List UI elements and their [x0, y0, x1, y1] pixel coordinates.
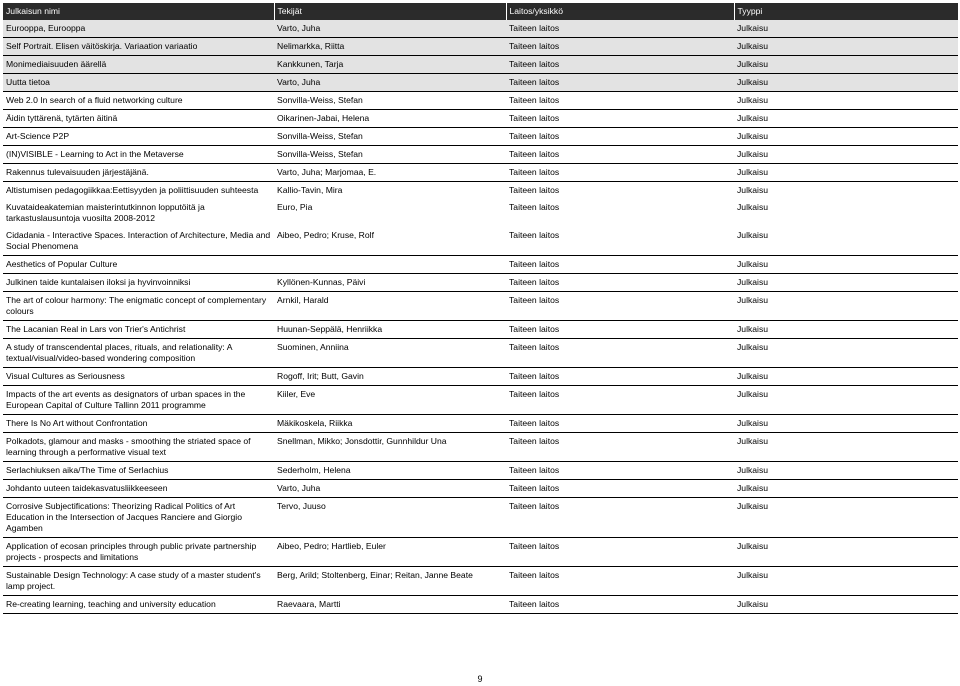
cell-department: Taiteen laitos: [506, 480, 734, 498]
cell-type: Julkaisu: [734, 146, 958, 164]
cell-title: Rakennus tulevaisuuden järjestäjänä.: [3, 164, 274, 182]
cell-authors: [274, 256, 506, 274]
cell-department: Taiteen laitos: [506, 128, 734, 146]
page-number: 9: [477, 674, 483, 684]
cell-title: Julkinen taide kuntalaisen iloksi ja hyvinvoinniksi: [3, 274, 274, 292]
table-row: [3, 274, 958, 292]
cell-title: Corrosive Subjectifications: Theorizing Radical Politics of Art Education in the Intersection of Jacques Ranciere and Giorgio Agamben: [3, 498, 274, 538]
header-julkaisun-nimi: Julkaisun nimi: [3, 3, 274, 20]
table-row: [3, 110, 958, 128]
cell-department: Taiteen laitos: [509, 185, 560, 195]
table-row: [3, 462, 958, 480]
table-row: [3, 56, 958, 74]
cell-title: Visual Cultures as Seriousness: [3, 368, 274, 386]
table-row: [3, 368, 958, 386]
cell-type: Julkaisu: [734, 339, 958, 368]
cell-title: Äidin tyttärenä, tytärten äitinä: [3, 110, 274, 128]
cell-authors: Sonvilla-Weiss, Stefan: [274, 146, 506, 164]
cell-type: Julkaisu: [734, 596, 958, 614]
cell-type: Julkaisu: [734, 20, 958, 38]
cell-department: Taiteen laitos: [506, 538, 734, 567]
cell-title: Kuvataideakatemian maisterintutkinnon lopputöitä ja tarkastuslausuntoja vuosilta 2008-2012: [6, 202, 205, 223]
cell-authors: Varto, Juha; Marjomaa, E.: [274, 164, 506, 182]
header-tekijat: Tekijät: [274, 3, 506, 20]
table-row: [3, 498, 958, 538]
cell-department: Taiteen laitos: [506, 498, 734, 538]
cell-authors: Rogoff, Irit; Butt, Gavin: [274, 368, 506, 386]
cell-type: Julkaisu: [734, 128, 958, 146]
cell-department: Taiteen laitos: [506, 146, 734, 164]
cell-title: Monimediaisuuden äärellä: [3, 56, 274, 74]
table-row: [3, 386, 958, 415]
cell-department: Taiteen laitos: [506, 462, 734, 480]
cell-authors: Oikarinen-Jabai, Helena: [274, 110, 506, 128]
table-row: [3, 292, 958, 321]
cell-type: Julkaisu: [734, 92, 958, 110]
cell-title: Polkadots, glamour and masks - smoothing the striated space of learning through a performative visual text: [3, 433, 274, 462]
table-row: [3, 339, 958, 368]
table-row: [3, 182, 958, 200]
cell-type: Julkaisu: [734, 292, 958, 321]
table-row: [3, 415, 958, 433]
cell-department: Taiteen laitos: [506, 368, 734, 386]
cell-department: Taiteen laitos: [506, 227, 734, 256]
cell-authors: Euro, Pia: [277, 202, 313, 212]
table-row: [3, 164, 958, 182]
cell-title: Cidadania - Interactive Spaces. Interaction of Architecture, Media and Social Phenomena: [3, 227, 274, 256]
cell-title: The art of colour harmony: The enigmatic concept of complementary colours: [3, 292, 274, 321]
table-row: [3, 20, 958, 38]
cell-title: Serlachiuksen aika/The Time of Serlachius: [3, 462, 274, 480]
cell-authors: Varto, Juha: [274, 74, 506, 92]
cell-type: Julkaisu: [734, 567, 958, 596]
table-row: [3, 128, 958, 146]
table-row: [3, 38, 958, 56]
cell-department: Taiteen laitos: [506, 596, 734, 614]
cell-type: Julkaisu: [734, 74, 958, 92]
cell-type: Julkaisu: [734, 433, 958, 462]
cell-authors: Sonvilla-Weiss, Stefan: [274, 92, 506, 110]
cell-title: Art-Science P2P: [3, 128, 274, 146]
table-row: [3, 321, 958, 339]
cell-authors: Arnkil, Harald: [274, 292, 506, 321]
cell-title: Re-creating learning, teaching and university education: [3, 596, 274, 614]
cell-title: Johdanto uuteen taidekasvatusliikkeeseen: [3, 480, 274, 498]
cell-type: Julkaisu: [734, 538, 958, 567]
cell-authors: Tervo, Juuso: [274, 498, 506, 538]
cell-department: Taiteen laitos: [506, 38, 734, 56]
cell-authors: Varto, Juha: [274, 20, 506, 38]
table-row: [3, 146, 958, 164]
cell-type: Julkaisu: [734, 227, 958, 256]
cell-authors: Huunan-Seppälä, Henriikka: [274, 321, 506, 339]
table-row: [3, 227, 958, 256]
cell-title: Aesthetics of Popular Culture: [3, 256, 274, 274]
cell-authors: Suominen, Anniina: [274, 339, 506, 368]
cell-department: Taiteen laitos: [506, 274, 734, 292]
header-laitos: Laitos/yksikkö: [506, 3, 734, 20]
cell-authors: Kiiler, Eve: [274, 386, 506, 415]
cell-title: A study of transcendental places, rituals, and relationality: A textual/visual/video-based wondering composition: [3, 339, 274, 368]
cell-authors: Berg, Arild; Stoltenberg, Einar; Reitan, Janne Beate: [274, 567, 506, 596]
cell-department: Taiteen laitos: [506, 20, 734, 38]
table-row: [3, 567, 958, 596]
cell-title: Application of ecosan principles through public private partnership projects - prospects and limitations: [3, 538, 274, 567]
cell-department: Taiteen laitos: [506, 339, 734, 368]
table-row: [3, 92, 958, 110]
cell-title: The Lacanian Real in Lars von Trier's Antichrist: [3, 321, 274, 339]
cell-title: There Is No Art without Confrontation: [3, 415, 274, 433]
cell-department: Taiteen laitos: [506, 92, 734, 110]
cell-type: Julkaisu: [734, 164, 958, 182]
cell-department: Taiteen laitos: [506, 110, 734, 128]
cell-title: Web 2.0 In search of a fluid networking culture: [3, 92, 274, 110]
cell-type: Julkaisu: [734, 38, 958, 56]
cell-type: Julkaisu: [734, 321, 958, 339]
cell-authors: Kyllönen-Kunnas, Päivi: [274, 274, 506, 292]
cell-authors: Aibeo, Pedro; Hartlieb, Euler: [274, 538, 506, 567]
cell-department: Taiteen laitos: [509, 202, 560, 212]
cell-authors: Sonvilla-Weiss, Stefan: [274, 128, 506, 146]
cell-type: Julkaisu: [737, 202, 769, 212]
cell-authors: Aibeo, Pedro; Kruse, Rolf: [274, 227, 506, 256]
table-row: [3, 74, 958, 92]
header-tyyppi: Tyyppi: [734, 3, 958, 20]
cell-type: Julkaisu: [734, 110, 958, 128]
table-header-row: [3, 3, 958, 20]
cell-type: Julkaisu: [737, 185, 769, 195]
cell-title: (IN)VISIBLE - Learning to Act in the Metaverse: [3, 146, 274, 164]
cell-authors: Snellman, Mikko; Jonsdottir, Gunnhildur Una: [274, 433, 506, 462]
cell-title: Uutta tietoa: [3, 74, 274, 92]
cell-department: Taiteen laitos: [506, 433, 734, 462]
cell-authors: Varto, Juha: [274, 480, 506, 498]
cell-type: Julkaisu: [734, 256, 958, 274]
table-row: [3, 433, 958, 462]
table-row: [3, 596, 958, 614]
cell-type: Julkaisu: [734, 462, 958, 480]
publications-table: [3, 3, 959, 614]
cell-title: Sustainable Design Technology: A case study of a master student's lamp project.: [3, 567, 274, 596]
cell-department: Taiteen laitos: [506, 292, 734, 321]
table-row: [3, 538, 958, 567]
cell-authors: Kallio-Tavin, Mira: [277, 185, 343, 195]
cell-authors: Kankkunen, Tarja: [274, 56, 506, 74]
table-row: [3, 256, 958, 274]
cell-title: Impacts of the art events as designators of urban spaces in the European Capital of Culture Tallinn 2011 programme: [3, 386, 274, 415]
cell-type: Julkaisu: [734, 480, 958, 498]
cell-department: Taiteen laitos: [506, 56, 734, 74]
cell-department: Taiteen laitos: [506, 74, 734, 92]
cell-department: Taiteen laitos: [506, 164, 734, 182]
cell-type: Julkaisu: [734, 498, 958, 538]
table-row: [3, 480, 958, 498]
cell-type: Julkaisu: [734, 386, 958, 415]
cell-title: Eurooppa, Eurooppa: [3, 20, 274, 38]
cell-type: Julkaisu: [734, 415, 958, 433]
cell-authors: Mäkikoskela, Riikka: [274, 415, 506, 433]
cell-department: Taiteen laitos: [506, 256, 734, 274]
cell-type: Julkaisu: [734, 274, 958, 292]
cell-title: Self Portrait. Elisen väitöskirja. Variaation variaatio: [3, 38, 274, 56]
cell-department: Taiteen laitos: [506, 321, 734, 339]
table-row: [3, 199, 958, 227]
cell-type: Julkaisu: [734, 368, 958, 386]
cell-department: Taiteen laitos: [506, 415, 734, 433]
cell-department: Taiteen laitos: [506, 567, 734, 596]
cell-type: Julkaisu: [734, 56, 958, 74]
cell-title: Altistumisen pedagogiikkaa:Eettisyyden ja poliittisuuden suhteesta: [6, 185, 259, 195]
cell-authors: Nelimarkka, Riitta: [274, 38, 506, 56]
cell-authors: Sederholm, Helena: [274, 462, 506, 480]
cell-authors: Raevaara, Martti: [274, 596, 506, 614]
cell-department: Taiteen laitos: [506, 386, 734, 415]
